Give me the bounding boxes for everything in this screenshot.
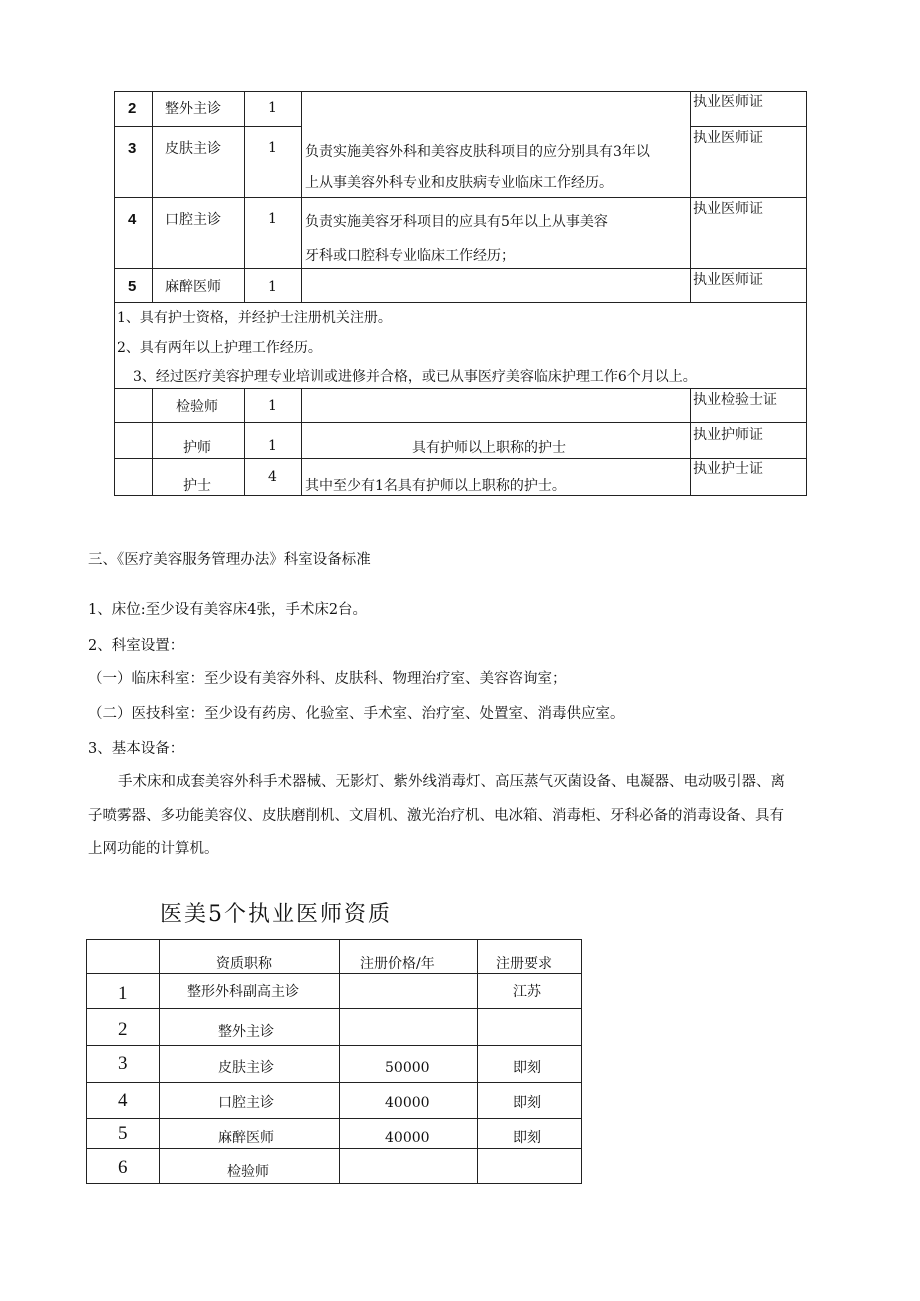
- row-number: 3: [128, 140, 137, 157]
- title-cell: 检验师: [176, 399, 218, 415]
- paragraph-line: 子喷雾器、多功能美容仪、皮肤磨削机、文眉机、激光治疗机、电冰箱、消毒柜、牙科必备的消毒设备、具有: [88, 808, 784, 824]
- price-cell: 40000: [385, 1095, 430, 1111]
- list-item: 1、床位:至少设有美容床4张，手术床2台。: [88, 602, 368, 618]
- title-cell: 皮肤主诊: [165, 141, 221, 157]
- row-number: 4: [128, 211, 137, 228]
- row-number: 1: [118, 983, 128, 1004]
- row-number: 2: [118, 1019, 128, 1040]
- list-item: 2、科室设置：: [88, 638, 185, 654]
- nurse-requirement: 1、具有护士资格，并经护士注册机关注册。: [117, 310, 392, 326]
- title-cell: 整外主诊: [165, 101, 221, 117]
- nurse-requirement: 3、经过医疗美容护理专业培训或进修并合格，或已从事医疗美容临床护理工作6个月以上。: [133, 369, 697, 385]
- list-item: （二）医技科室：至少设有药房、化验室、手术室、治疗室、处置室、消毒供应室。: [88, 706, 625, 722]
- cert-cell: 执业护师证: [693, 427, 763, 443]
- column-header: 资质职称: [216, 956, 272, 972]
- title-cell: 口腔主诊: [218, 1095, 274, 1111]
- paragraph-line: 手术床和成套美容外科手术器械、无影灯、紫外线消毒灯、高压蒸气灭菌设备、电凝器、电动吸引器、离: [118, 774, 785, 790]
- requirement-text: 其中至少有1名具有护师以上职称的护士。: [305, 478, 566, 494]
- column-header: 注册要求: [496, 956, 552, 972]
- cert-cell: 执业医师证: [693, 201, 763, 217]
- requirement-cell: 即刻: [513, 1060, 541, 1076]
- title-cell: 检验师: [227, 1164, 269, 1180]
- title-cell: 皮肤主诊: [218, 1060, 274, 1076]
- title-cell: 整外主诊: [218, 1024, 274, 1040]
- title-cell: 麻醉医师: [218, 1130, 274, 1146]
- price-cell: 40000: [385, 1130, 430, 1146]
- table-title: 医美5个执业医师资质: [160, 902, 392, 927]
- requirement-text: 负责实施美容外科和美容皮肤科项目的应分别具有3年以: [305, 144, 650, 160]
- row-number: 2: [128, 100, 137, 117]
- list-item: （一）临床科室：至少设有美容外科、皮肤科、物理治疗室、美容咨询室；: [88, 671, 567, 687]
- row-number: 4: [118, 1090, 128, 1111]
- paragraph-line: 上网功能的计算机。: [88, 841, 219, 857]
- title-cell: 护师: [183, 440, 211, 456]
- cert-cell: 执业检验士证: [693, 392, 777, 408]
- cert-cell: 执业医师证: [693, 94, 763, 110]
- title-cell: 口腔主诊: [165, 212, 221, 228]
- section-heading: 三、《医疗美容服务管理办法》科室设备标准: [88, 552, 371, 568]
- count-cell: 1: [268, 100, 277, 116]
- requirement-text: 负责实施美容牙科项目的应具有5年以上从事美容: [305, 214, 608, 230]
- cert-cell: 执业护士证: [693, 461, 763, 477]
- requirement-cell: 即刻: [513, 1130, 541, 1146]
- requirement-cell: 江苏: [513, 984, 541, 1000]
- cert-cell: 执业医师证: [693, 130, 763, 146]
- title-cell: 麻醉医师: [165, 279, 221, 295]
- requirement-text: 牙科或口腔科专业临床工作经历；: [305, 248, 515, 264]
- count-cell: 1: [268, 398, 277, 414]
- count-cell: 1: [268, 279, 277, 295]
- requirement-text: 上从事美容外科专业和皮肤病专业临床工作经历。: [305, 175, 613, 191]
- list-item: 3、基本设备：: [88, 741, 185, 757]
- requirement-cell: 即刻: [513, 1095, 541, 1111]
- row-number: 6: [118, 1157, 128, 1178]
- count-cell: 1: [268, 211, 277, 227]
- row-number: 5: [118, 1123, 128, 1144]
- cert-cell: 执业医师证: [693, 272, 763, 288]
- title-cell: 护士: [183, 478, 211, 494]
- count-cell: 4: [268, 469, 277, 485]
- price-cell: 50000: [385, 1060, 430, 1076]
- count-cell: 1: [268, 140, 277, 156]
- column-header: 注册价格/年: [360, 956, 435, 972]
- count-cell: 1: [268, 438, 277, 454]
- row-number: 3: [118, 1053, 128, 1074]
- row-number: 5: [128, 278, 137, 295]
- title-cell: 整形外科副高主诊: [187, 984, 299, 1000]
- nurse-requirement: 2、具有两年以上护理工作经历。: [117, 340, 322, 356]
- requirement-text: 具有护师以上职称的护士: [412, 440, 566, 456]
